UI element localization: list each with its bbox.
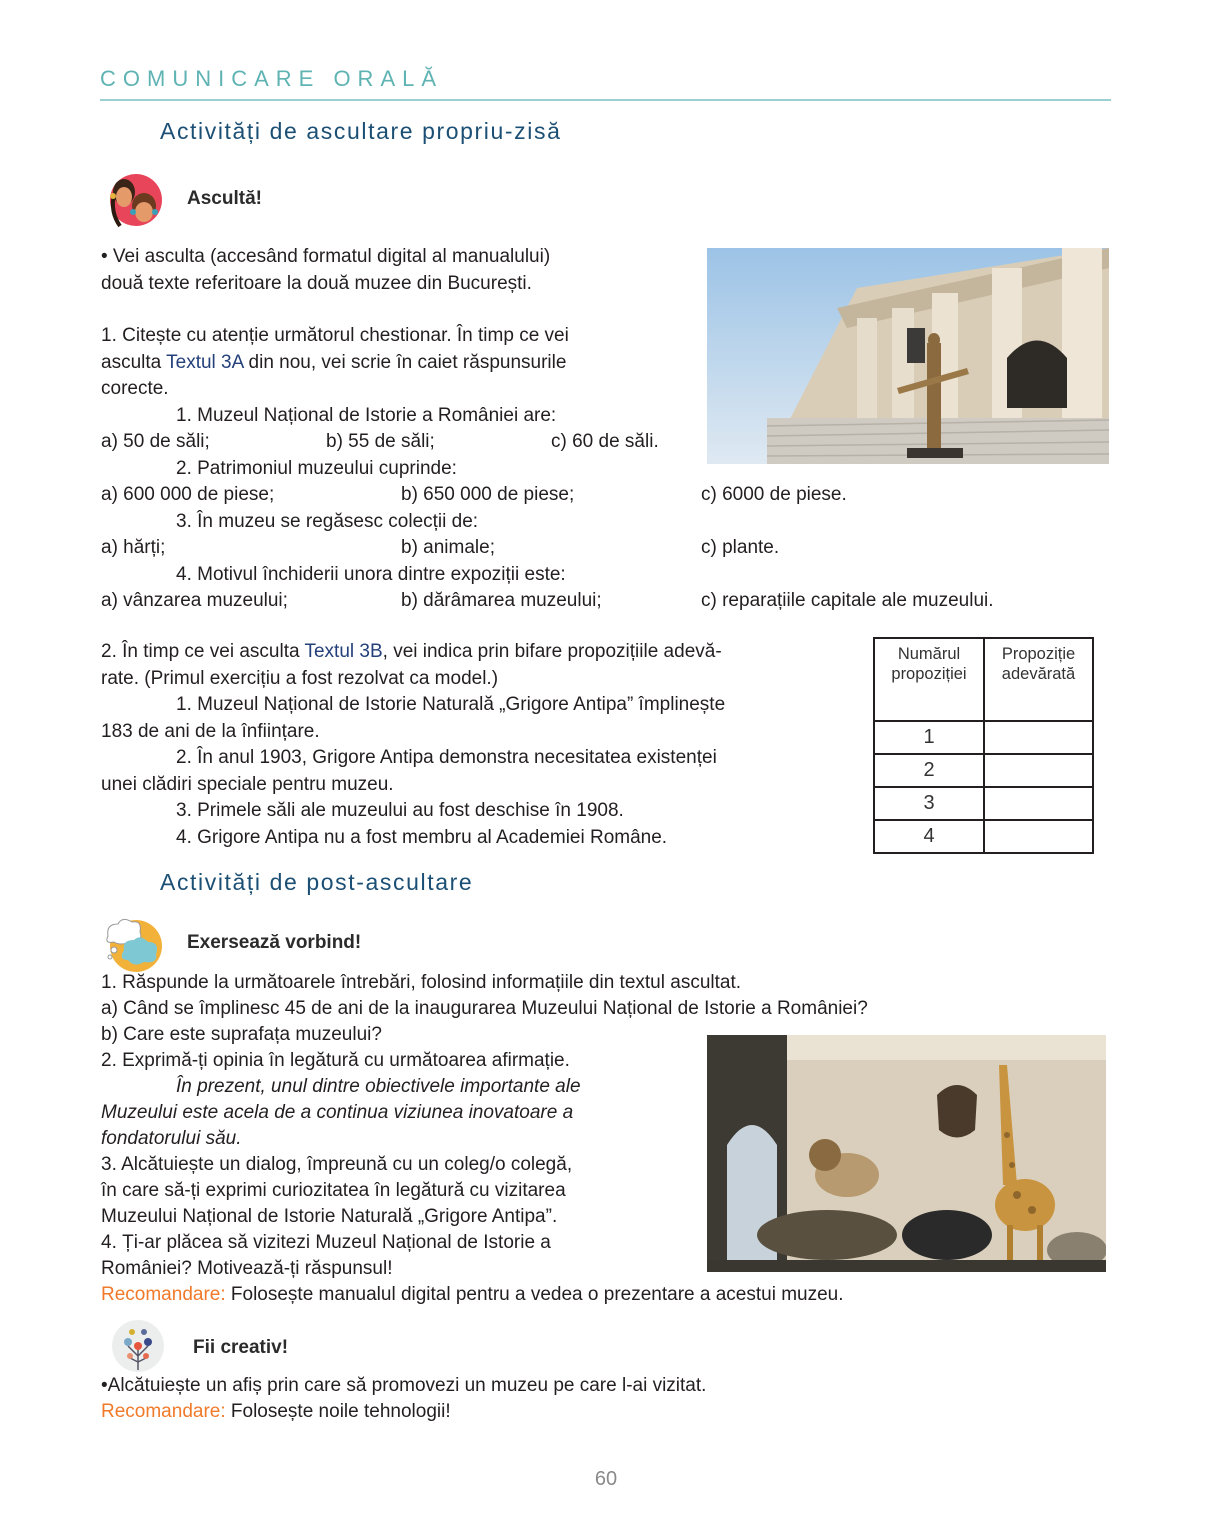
option-c: c) 60 de săli. [551,431,659,452]
option-a: a) hărți; [101,537,166,558]
speak-line: 3. Alcătuiește un dialog, împreună cu un coleg/o colegă, [101,1154,573,1175]
text: Numărul [897,645,961,663]
text-3b-link[interactable]: Textul 3B [304,641,383,662]
header-statement-number [874,638,984,721]
creative-task [101,1373,706,1425]
section-divider [100,99,1111,101]
header-true-statement [984,638,1093,721]
question-3-options [101,535,994,562]
speak-line: Muzeului Național de Istorie Naturală „Grigore Antipa”. [101,1206,558,1227]
task-2 [101,639,725,851]
quote-line: Muzeului este acela de a continua viziunea inovatoare a [101,1102,574,1123]
option-a: a) vânzarea muzeului; [101,590,288,611]
text: din nou, vei scrie în caiet răspunsurile [243,351,567,373]
section-title: COMUNICARE ORALĂ [100,66,444,91]
page-number: 60 [594,1468,618,1490]
speak-line: 4. Ți-ar plăcea să vizitezi Muzeul Național de Istorie a [101,1232,551,1253]
recommendation-label: Recomandare: [101,1401,226,1422]
option-c: c) plante. [701,537,780,558]
flower-bouquet-icon [110,1318,166,1374]
text: Propoziție [1001,645,1076,663]
task-2-line-1 [101,639,725,666]
speak-line: a) Când se împlinesc 45 de ani de la inaugurarea Muzeului Național de Istorie a României? [101,998,868,1019]
quote-line: fondatorului său. [101,1128,242,1149]
photo-natural-history-museum-animals [707,1035,1106,1272]
statement-1-line-1: 1. Muzeul Național de Istorie Naturală „Grigore Antipa” împlinește [176,694,726,715]
task-2-line-2: rate. (Primul exercițiu a fost rezolvat ca model.) [101,667,499,689]
table-row [874,820,1093,853]
recommendation-text: Folosește manualul digital pentru a vedea o prezentare a acestui muzeu. [225,1284,844,1305]
table-row [874,721,1093,754]
table-row [874,754,1093,787]
text: , vei indica prin bifare propozițiile adevă- [382,641,722,662]
quote-line: În prezent, unul dintre obiectivele importante ale [176,1076,581,1097]
question-2: 2. Patrimoniul muzeului cuprinde: [176,457,457,479]
speak-line: b) Care este suprafața muzeului? [101,1024,382,1045]
creative-line: •Alcătuiește un afiș prin care să promovezi un muzeu pe care l-ai vizitat. [101,1375,707,1396]
intro-text [101,244,550,297]
option-b: b) animale; [401,537,495,558]
question-2-options [101,482,994,509]
row-number: 1 [874,721,984,754]
recommendation [101,1399,706,1425]
recommendation [101,1282,868,1308]
speak-line: 2. Exprimă-ți opinia în legătură cu următoarea afirmație. [101,1050,570,1071]
text: adevărată [1001,665,1076,683]
intro-line-1: • Vei asculta (accesând formatul digital al manualului) [101,246,551,267]
activity-label-speak: Exersează vorbind! [187,932,362,953]
speak-line: României? Motivează-ți răspunsul! [101,1258,393,1279]
statement-1-line-2: 183 de ani de la înființare. [101,720,320,742]
option-c: c) reparațiile capitale ale muzeului. [701,590,994,611]
statement-2-line-1: 2. În anul 1903, Grigore Antipa demonstra necesitatea existenței [176,747,717,768]
check-cell[interactable] [984,820,1093,853]
row-number: 4 [874,820,984,853]
intro-line-2: două texte referitoare la două muzee din București. [101,272,532,294]
recommendation-label: Recomandare: [101,1284,226,1305]
activity-label-listen: Ascultă! [187,188,262,209]
question-4-options [101,588,994,615]
option-c: c) 6000 de piese. [701,484,847,505]
text-3a-link[interactable]: Textul 3A [166,351,244,373]
question-3: 3. În muzeu se regăsesc colecții de: [176,510,479,532]
statement-4: 4. Grigore Antipa nu a fost membru al Academiei Române. [176,826,668,848]
table-header-row [874,638,1093,721]
option-b: b) 55 de săli; [326,431,435,452]
check-cell[interactable] [984,787,1093,820]
option-a: a) 600 000 de piese; [101,484,275,505]
speak-line: 1. Răspunde la următoarele întrebări, folosind informațiile din textul ascultat. [101,972,742,993]
text: asculta [101,351,167,373]
check-cell[interactable] [984,721,1093,754]
option-b: b) 650 000 de piese; [401,484,575,505]
table-row [874,787,1093,820]
true-statements-table [873,637,1094,854]
row-number: 2 [874,754,984,787]
text: 2. În timp ce vei asculta [101,641,305,662]
option-a: a) 50 de săli; [101,431,210,452]
question-4: 4. Motivul închiderii unora dintre expoziții este: [176,563,566,585]
option-b: b) dărâmarea muzeului; [401,590,602,611]
statement-2-line-2: unei clădiri speciale pentru muzeu. [101,773,394,795]
subsection-title-listening: Activități de ascultare propriu-zisă [160,118,562,144]
task-1-line-3: corecte. [101,378,169,399]
text: propoziției [891,665,967,683]
speak-line: în care să-ți exprimi curiozitatea în legătură cu vizitarea [101,1180,566,1201]
activity-label-creative: Fii creativ! [193,1337,289,1358]
question-1: 1. Muzeul Național de Istorie a României are: [176,404,557,426]
subsection-title-post-listening: Activități de post-ascultare [160,869,474,895]
row-number: 3 [874,787,984,820]
task-1-line-1: 1. Citește cu atenție următorul chestionar. În timp ce vei [101,325,569,346]
speech-bubbles-icon [100,912,164,976]
statement-3: 3. Primele săli ale muzeului au fost deschise în 1908. [176,800,624,821]
headphones-kids-icon [100,168,164,232]
check-cell[interactable] [984,754,1093,787]
photo-national-history-museum-facade [707,248,1109,464]
recommendation-text: Folosește noile tehnologii! [225,1401,451,1422]
